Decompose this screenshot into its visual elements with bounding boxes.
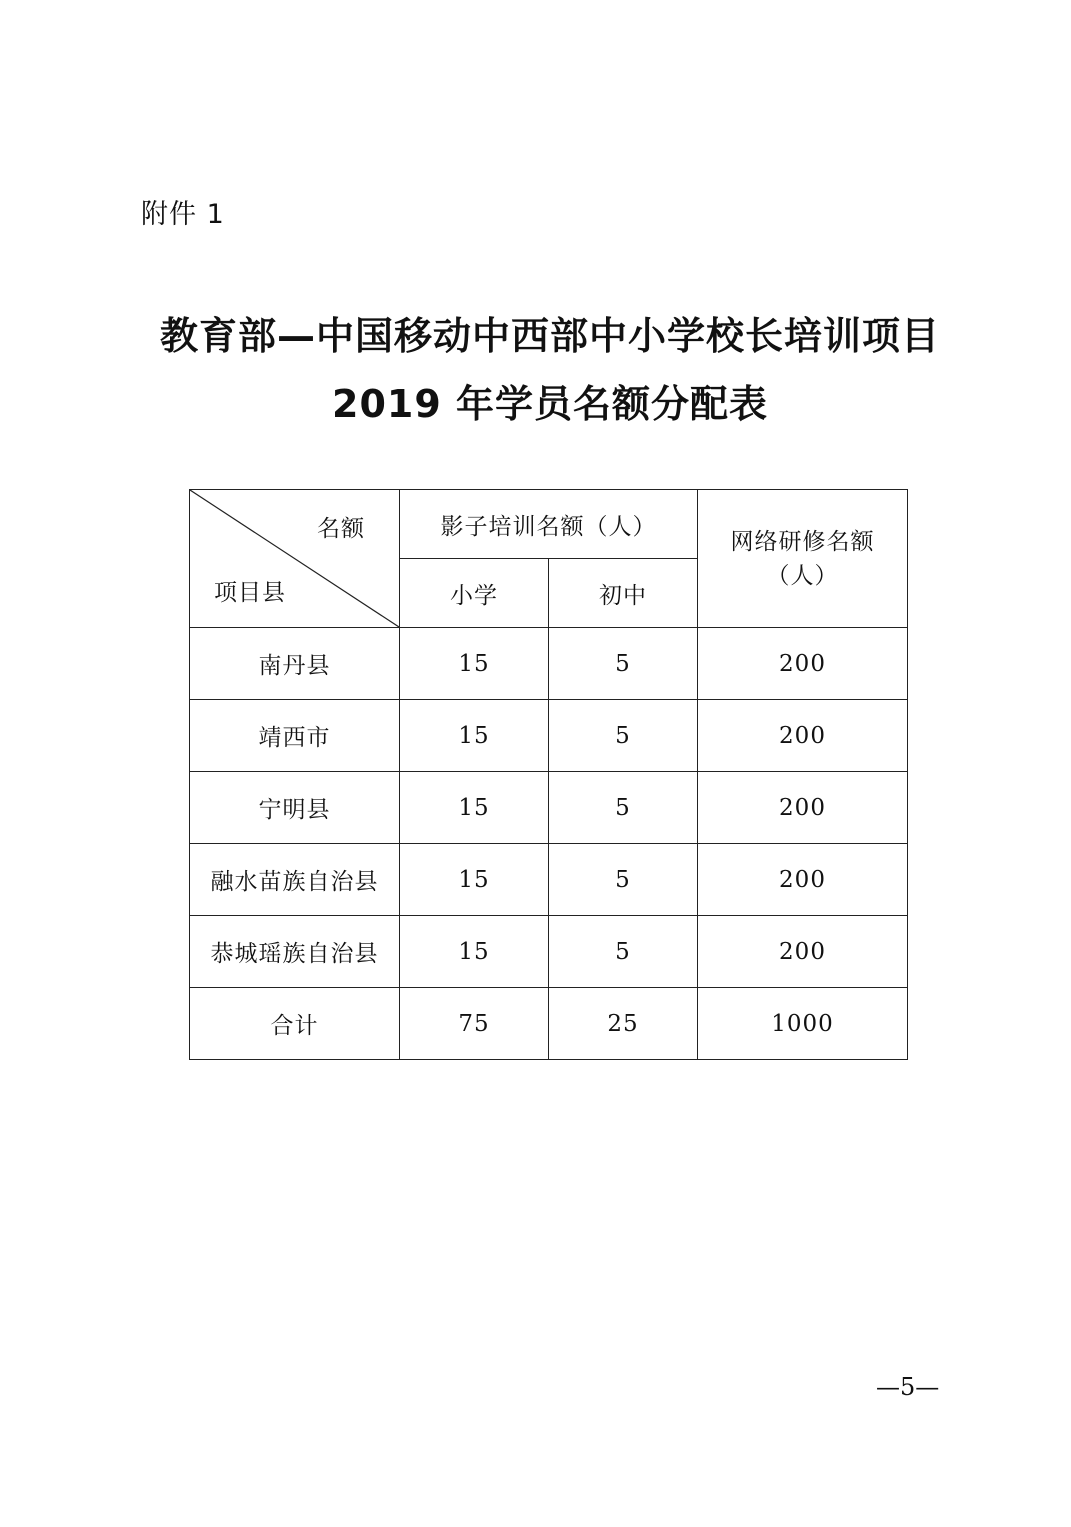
county-cell: 南丹县 <box>190 628 400 700</box>
primary-quota-cell: 15 <box>400 844 549 916</box>
county-cell: 融水苗族自治县 <box>190 844 400 916</box>
middle-quota-cell: 5 <box>549 700 698 772</box>
primary-quota-cell: 15 <box>400 700 549 772</box>
online-header-line-2: （人） <box>766 562 839 589</box>
middle-quota-cell: 5 <box>549 916 698 988</box>
quota-axis-label: 名额 <box>317 516 365 542</box>
diagonal-header-cell <box>190 490 400 628</box>
county-cell: 宁明县 <box>190 772 400 844</box>
county-cell: 恭城瑶族自治县 <box>190 916 400 988</box>
table-row <box>190 844 908 916</box>
middle-quota-cell: 5 <box>549 844 698 916</box>
online-header-line-1: 网络研修名额 <box>730 528 875 555</box>
table-total-row <box>190 988 908 1060</box>
document-title-line-2: 2019 年学员名额分配表 <box>332 382 768 426</box>
primary-total-cell: 75 <box>400 988 549 1060</box>
table-row <box>190 772 908 844</box>
online-quota-cell: 200 <box>698 844 908 916</box>
online-total-cell: 1000 <box>698 988 908 1060</box>
page-number: —5— <box>876 1373 940 1401</box>
county-cell: 靖西市 <box>190 700 400 772</box>
online-quota-cell: 200 <box>698 628 908 700</box>
online-quota-cell: 200 <box>698 700 908 772</box>
table-row <box>190 700 908 772</box>
online-training-header <box>698 490 908 628</box>
middle-total-cell: 25 <box>549 988 698 1060</box>
quota-allocation-table <box>189 489 908 1060</box>
shadow-training-header: 影子培训名额（人） <box>400 490 698 559</box>
online-quota-cell: 200 <box>698 916 908 988</box>
primary-quota-cell: 15 <box>400 628 549 700</box>
primary-school-header: 小学 <box>400 559 549 628</box>
table-row <box>190 628 908 700</box>
middle-quota-cell: 5 <box>549 628 698 700</box>
total-label-cell: 合计 <box>190 988 400 1060</box>
document-title-line-1: 教育部—中国移动中西部中小学校长培训项目 <box>159 314 940 358</box>
attachment-label: 附件 1 <box>141 199 225 230</box>
primary-quota-cell: 15 <box>400 772 549 844</box>
middle-school-header: 初中 <box>549 559 698 628</box>
table-header-row <box>190 490 908 559</box>
middle-quota-cell: 5 <box>549 772 698 844</box>
online-quota-cell: 200 <box>698 772 908 844</box>
county-axis-label: 项目县 <box>214 580 286 606</box>
primary-quota-cell: 15 <box>400 916 549 988</box>
table-row <box>190 916 908 988</box>
